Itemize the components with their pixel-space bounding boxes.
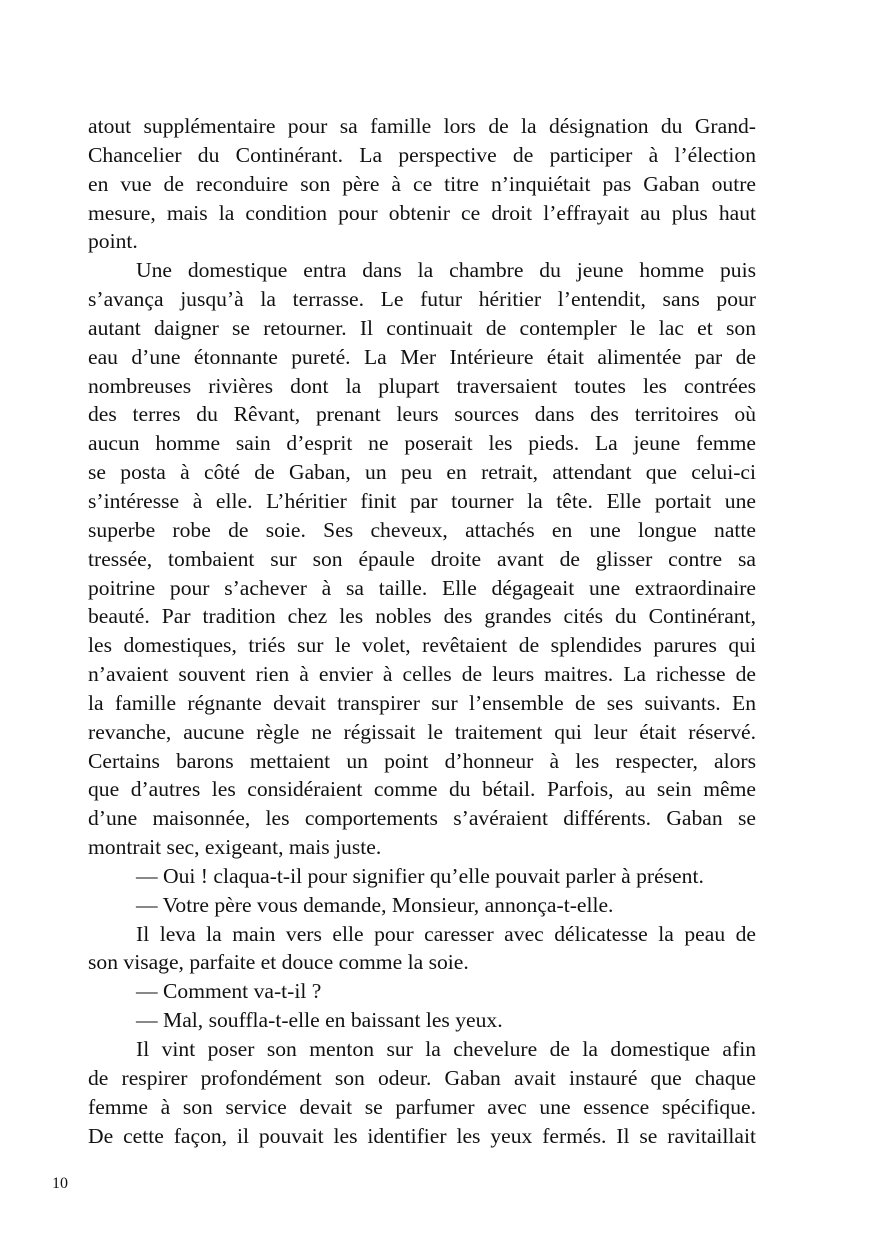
page-number: 10 <box>52 1175 68 1192</box>
text-line: Une domestique entra dans la chambre du jeune homme puis <box>136 258 756 283</box>
text-line: nombreuses rivières dont la plupart traversaient toutes les contrées <box>88 373 756 398</box>
text-line: se posta à côté de Gaban, un peu en retrait, attendant que celui-ci <box>88 460 756 485</box>
text-line: Il vint poser son menton sur la chevelure de la domestique afin <box>136 1037 756 1061</box>
text-line: s’avança jusqu’à la terrasse. Le futur héritier l’entendit, sans pour <box>88 287 756 312</box>
text-line: son visage, parfaite et douce comme la soie. <box>88 950 469 975</box>
text-line: beauté. Par tradition chez les nobles des grandes cités du Continérant, <box>88 604 756 629</box>
text-line: n’avaient souvent rien à envier à celles de leurs maitres. La richesse de <box>88 662 756 687</box>
text-line: Chancelier du Continérant. La perspective de participer à l’élection <box>88 142 756 167</box>
text-line: — Mal, souffla-t-elle en baissant les yeux. <box>136 1008 503 1033</box>
text-line: en vue de reconduire son père à ce titre n’inquiétait pas Gaban outre <box>88 171 756 196</box>
text-line: — Oui ! claqua-t-il pour signifier qu’elle pouvait parler à présent. <box>136 863 704 888</box>
text-line: mesure, mais la condition pour obtenir ce droit l’effrayait au plus haut <box>88 200 756 225</box>
text-line: des terres du Rêvant, prenant leurs sources dans des territoires où <box>88 402 756 427</box>
text-line: montrait sec, exigeant, mais juste. <box>88 835 382 860</box>
text-line: eau d’une étonnante pureté. La Mer Intérieure était alimentée par de <box>88 344 756 369</box>
text-line: de respirer profondément son odeur. Gaban avait instauré que chaque <box>88 1065 756 1090</box>
text-line: tressée, tombaient sur son épaule droite avant de glisser contre sa <box>88 546 756 571</box>
text-line: superbe robe de soie. Ses cheveux, attachés en une longue natte <box>88 517 756 542</box>
text-line: la famille régnante devait transpirer sur l’ensemble de ses suivants. En <box>88 690 756 715</box>
text-line: d’une maisonnée, les comportements s’avéraient différents. Gaban se <box>88 806 756 831</box>
text-line: point. <box>88 229 138 254</box>
text-line: les domestiques, triés sur le volet, revêtaient de splendides parures qui <box>88 633 756 658</box>
text-line: autant daigner se retourner. Il continuait de contempler le lac et son <box>88 315 756 340</box>
body-text <box>88 112 756 1150</box>
text-line: — Votre père vous demande, Monsieur, annonça-t-elle. <box>136 892 614 917</box>
text-line: poitrine pour s’achever à sa taille. Elle dégageait une extraordinaire <box>88 575 756 600</box>
text-line: Certains barons mettaient un point d’honneur à les respecter, alors <box>88 748 756 773</box>
text-line: De cette façon, il pouvait les identifier les yeux fermés. Il se ravitaillait <box>88 1123 756 1148</box>
text-line: aucun homme sain d’esprit ne poserait les pieds. La jeune femme <box>88 431 756 456</box>
text-line: revanche, aucune règle ne régissait le traitement qui leur était réservé. <box>88 719 756 744</box>
text-line: Il leva la main vers elle pour caresser avec délicatesse la peau de <box>136 921 756 946</box>
text-line: atout supplémentaire pour sa famille lors de la désignation du Grand- <box>88 114 756 138</box>
text-line: que d’autres les considéraient comme du bétail. Parfois, au sein même <box>88 777 756 802</box>
text-line: — Comment va-t-il ? <box>136 979 322 1004</box>
text-line: s’intéresse à elle. L’héritier finit par tourner la tête. Elle portait une <box>88 488 756 513</box>
text-line: femme à son service devait se parfumer avec une essence spécifique. <box>88 1094 756 1119</box>
